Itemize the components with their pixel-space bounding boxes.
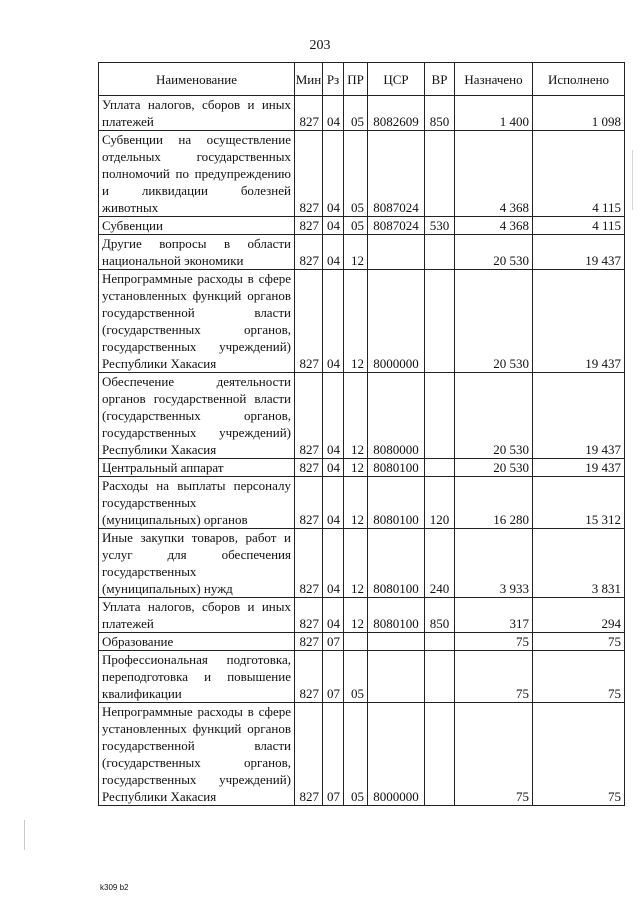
cell-csr: 8080000 — [368, 373, 425, 459]
cell-name: Субвенции — [99, 217, 295, 235]
header-pr: ПР — [344, 63, 368, 96]
cell-pr: 05 — [344, 131, 368, 217]
budget-table — [98, 62, 625, 806]
cell-rz: 07 — [323, 633, 344, 651]
table-row — [99, 703, 625, 806]
cell-pr: 12 — [344, 529, 368, 598]
cell-pr: 05 — [344, 703, 368, 806]
cell-executed: 19 437 — [533, 459, 625, 477]
cell-executed: 15 312 — [533, 477, 625, 529]
cell-min: 827 — [295, 477, 323, 529]
cell-pr: 12 — [344, 477, 368, 529]
footer-code: k309 b2 — [100, 883, 129, 892]
table-row — [99, 96, 625, 131]
cell-csr: 8080100 — [368, 598, 425, 633]
cell-min: 827 — [295, 459, 323, 477]
header-assigned: Назначено — [455, 63, 533, 96]
cell-name: Иные закупки товаров, работ и услуг для обеспечения государственных (муниципальных) нужд — [99, 529, 295, 598]
table-row — [99, 131, 625, 217]
margin-mark-right — [632, 150, 633, 210]
cell-csr — [368, 235, 425, 270]
cell-executed: 75 — [533, 651, 625, 703]
cell-name: Непрограммные расходы в сфере установленных функций органов государственной власти (государственных органов, государственных учреждений) Республики Хакасия — [99, 703, 295, 806]
cell-min: 827 — [295, 529, 323, 598]
cell-pr: 12 — [344, 598, 368, 633]
table-row — [99, 477, 625, 529]
cell-rz: 04 — [323, 598, 344, 633]
cell-min: 827 — [295, 373, 323, 459]
cell-name: Субвенции на осуществление отдельных государственных полномочий по предупреждению и ликвидации болезней животных — [99, 131, 295, 217]
table-row — [99, 217, 625, 235]
cell-executed: 4 115 — [533, 217, 625, 235]
cell-pr: 05 — [344, 651, 368, 703]
cell-vr: 850 — [425, 598, 455, 633]
cell-assigned: 1 400 — [455, 96, 533, 131]
cell-pr: 12 — [344, 235, 368, 270]
cell-executed: 75 — [533, 633, 625, 651]
cell-assigned: 317 — [455, 598, 533, 633]
table-row — [99, 651, 625, 703]
cell-assigned: 75 — [455, 651, 533, 703]
cell-vr: 240 — [425, 529, 455, 598]
page-number: 203 — [309, 38, 331, 53]
cell-rz: 04 — [323, 529, 344, 598]
cell-assigned: 16 280 — [455, 477, 533, 529]
table-header-row — [99, 63, 625, 96]
cell-min: 827 — [295, 235, 323, 270]
cell-min: 827 — [295, 96, 323, 131]
cell-rz: 04 — [323, 96, 344, 131]
cell-csr: 8080100 — [368, 459, 425, 477]
cell-rz: 04 — [323, 270, 344, 373]
cell-name: Центральный аппарат — [99, 459, 295, 477]
cell-executed: 3 831 — [533, 529, 625, 598]
header-executed: Исполнено — [533, 63, 625, 96]
cell-min: 827 — [295, 703, 323, 806]
cell-pr: 12 — [344, 373, 368, 459]
cell-vr — [425, 651, 455, 703]
cell-assigned: 4 368 — [455, 217, 533, 235]
table-row — [99, 529, 625, 598]
cell-assigned: 20 530 — [455, 235, 533, 270]
cell-assigned: 4 368 — [455, 131, 533, 217]
cell-vr: 120 — [425, 477, 455, 529]
header-name: Наименование — [99, 63, 295, 96]
cell-rz: 07 — [323, 703, 344, 806]
cell-name: Обеспечение деятельности органов государственной власти (государственных органов, государственных учреждений) Республики Хакасия — [99, 373, 295, 459]
cell-csr: 8082609 — [368, 96, 425, 131]
cell-pr: 12 — [344, 270, 368, 373]
cell-pr: 05 — [344, 96, 368, 131]
header-vr: ВР — [425, 63, 455, 96]
cell-csr: 8080100 — [368, 529, 425, 598]
cell-rz: 04 — [323, 235, 344, 270]
cell-csr — [368, 651, 425, 703]
cell-vr — [425, 131, 455, 217]
cell-executed: 1 098 — [533, 96, 625, 131]
table-row — [99, 235, 625, 270]
cell-csr: 8087024 — [368, 131, 425, 217]
cell-min: 827 — [295, 270, 323, 373]
cell-vr — [425, 703, 455, 806]
cell-rz: 04 — [323, 217, 344, 235]
cell-csr — [368, 633, 425, 651]
cell-name: Образование — [99, 633, 295, 651]
margin-mark — [24, 820, 25, 850]
cell-executed: 19 437 — [533, 373, 625, 459]
table-body — [99, 96, 625, 806]
cell-vr — [425, 270, 455, 373]
header-rz: Рз — [323, 63, 344, 96]
cell-name: Непрограммные расходы в сфере установленных функций органов государственной власти (государственных органов, государственных учреждений) Республики Хакасия — [99, 270, 295, 373]
cell-rz: 04 — [323, 131, 344, 217]
cell-csr: 8087024 — [368, 217, 425, 235]
table-row — [99, 598, 625, 633]
cell-vr — [425, 373, 455, 459]
table-row — [99, 459, 625, 477]
cell-pr: 05 — [344, 217, 368, 235]
cell-min: 827 — [295, 651, 323, 703]
cell-assigned: 20 530 — [455, 373, 533, 459]
cell-vr — [425, 235, 455, 270]
cell-executed: 19 437 — [533, 235, 625, 270]
cell-csr: 8080100 — [368, 477, 425, 529]
cell-name: Уплата налогов, сборов и иных платежей — [99, 598, 295, 633]
cell-rz: 04 — [323, 477, 344, 529]
cell-executed: 75 — [533, 703, 625, 806]
table-row — [99, 633, 625, 651]
cell-min: 827 — [295, 217, 323, 235]
cell-assigned: 75 — [455, 633, 533, 651]
cell-csr: 8000000 — [368, 703, 425, 806]
cell-rz: 04 — [323, 373, 344, 459]
cell-executed: 294 — [533, 598, 625, 633]
cell-rz: 07 — [323, 651, 344, 703]
cell-min: 827 — [295, 598, 323, 633]
cell-pr: 12 — [344, 459, 368, 477]
cell-executed: 4 115 — [533, 131, 625, 217]
cell-name: Расходы на выплаты персоналу государственных (муниципальных) органов — [99, 477, 295, 529]
cell-assigned: 75 — [455, 703, 533, 806]
cell-vr — [425, 633, 455, 651]
cell-vr: 530 — [425, 217, 455, 235]
cell-name: Уплата налогов, сборов и иных платежей — [99, 96, 295, 131]
cell-name: Профессиональная подготовка, переподготовка и повышение квалификации — [99, 651, 295, 703]
table-row — [99, 373, 625, 459]
cell-executed: 19 437 — [533, 270, 625, 373]
cell-min: 827 — [295, 131, 323, 217]
cell-assigned: 20 530 — [455, 270, 533, 373]
table-row — [99, 270, 625, 373]
cell-assigned: 3 933 — [455, 529, 533, 598]
cell-vr — [425, 459, 455, 477]
cell-min: 827 — [295, 633, 323, 651]
cell-csr: 8000000 — [368, 270, 425, 373]
cell-assigned: 20 530 — [455, 459, 533, 477]
cell-vr: 850 — [425, 96, 455, 131]
cell-pr — [344, 633, 368, 651]
cell-name: Другие вопросы в области национальной экономики — [99, 235, 295, 270]
header-csr: ЦСР — [368, 63, 425, 96]
header-min: Мин — [295, 63, 323, 96]
cell-rz: 04 — [323, 459, 344, 477]
